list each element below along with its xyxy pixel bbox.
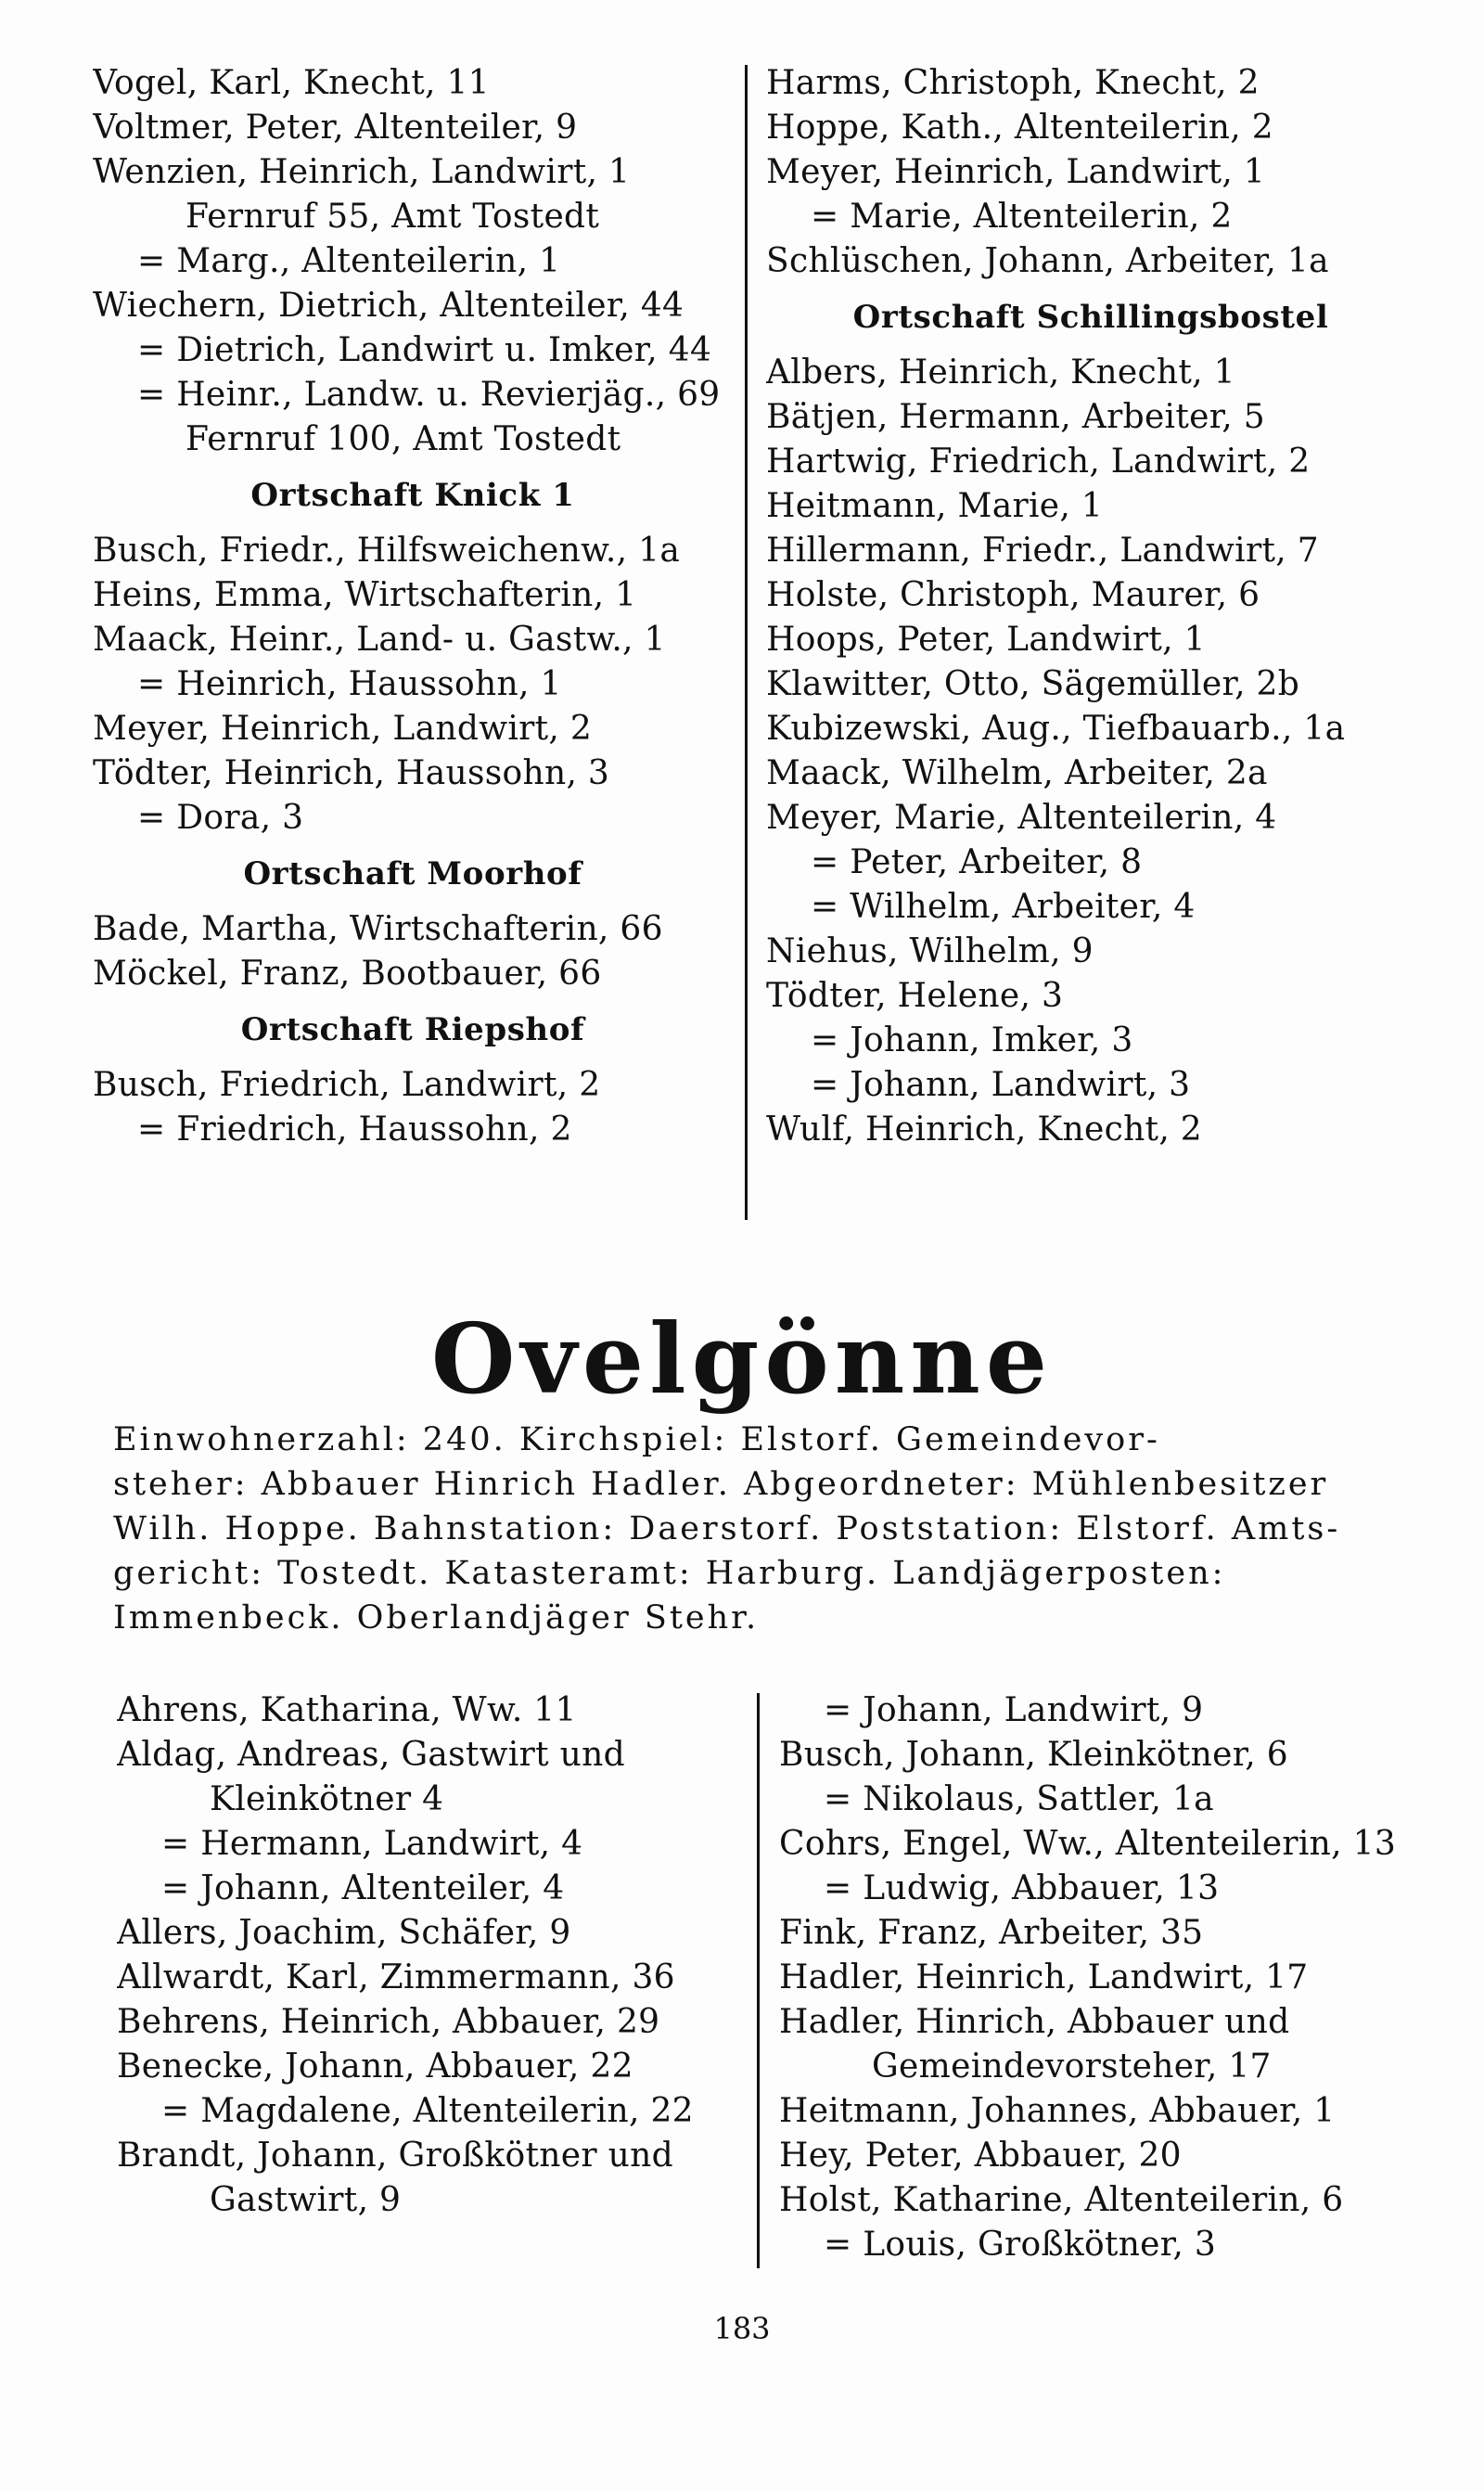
entry-line: Holste, Christoph, Maurer, 6 [766,576,1260,614]
entry-line: Hadler, Hinrich, Abbauer und [779,2003,1290,2041]
entry-line: Meyer, Marie, Altenteilerin, 4 [766,799,1277,837]
entry-line: Tödter, Helene, 3 [766,977,1064,1015]
sub-entry-line: = Nikolaus, Sattler, 1a [824,1780,1214,1818]
entry-line: Vogel, Karl, Knecht, 11 [93,64,490,102]
continuation-line: Gemeindevorsteher, 17 [872,2047,1272,2086]
place-intro [113,1418,1412,1640]
sub-entry-line: = Louis, Großkötner, 3 [824,2226,1217,2264]
entry-line: Albers, Heinrich, Knecht, 1 [766,353,1235,391]
entry-line: Heitmann, Johannes, Abbauer, 1 [779,2092,1336,2130]
entry-line: Hillermann, Friedr., Landwirt, 7 [766,532,1319,570]
entry-line: Voltmer, Peter, Altenteiler, 9 [93,109,578,147]
entry-line: Wenzien, Heinrich, Landwirt, 1 [93,153,631,191]
entry-line: Wulf, Heinrich, Knecht, 2 [766,1110,1203,1149]
top-left-column [93,61,733,1152]
entry-line: Hadler, Heinrich, Landwirt, 17 [779,1958,1309,1996]
bottom-column-divider [757,1693,760,2268]
sub-entry-line: = Hermann, Landwirt, 4 [161,1825,583,1863]
sub-entry-line: = Johann, Landwirt, 3 [811,1066,1191,1104]
entry-line: Hartwig, Friedrich, Landwirt, 2 [766,443,1311,481]
entry-line: Wiechern, Dietrich, Altenteiler, 44 [93,287,684,325]
entry-line: Maack, Wilhelm, Arbeiter, 2a [766,754,1268,792]
top-column-divider [745,65,748,1220]
sub-entry-line: = Ludwig, Abbauer, 13 [824,1869,1220,1907]
sub-entry-line: = Friedrich, Haussohn, 2 [137,1110,572,1149]
continuation-line: Gastwirt, 9 [210,2181,402,2219]
sub-entry-line: = Marie, Altenteilerin, 2 [811,198,1233,236]
page-number: 183 [713,2311,771,2346]
intro-line: Immenbeck. Oberlandjäger Stehr. [113,1599,760,1636]
bottom-right-column [779,1688,1428,2267]
intro-line: Einwohnerzahl: 240. Kirchspiel: Elstorf. Gemeindevor- [113,1421,1160,1458]
sub-entry-line: = Johann, Altenteiler, 4 [161,1869,565,1907]
entry-line: Brandt, Johann, Großkötner und [117,2137,673,2175]
continuation-line: Fernruf 100, Amt Tostedt [186,420,621,458]
entry-line: Maack, Heinr., Land- u. Gastw., 1 [93,621,666,659]
entry-line: Allers, Joachim, Schäfer, 9 [117,1914,571,1952]
continuation-line: Fernruf 55, Amt Tostedt [186,198,600,236]
entry-line: Bätjen, Hermann, Arbeiter, 5 [766,398,1265,436]
intro-line: steher: Abbauer Hinrich Hadler. Abgeordneter: Mühlenbesitzer [113,1466,1329,1503]
entry-line: Benecke, Johann, Abbauer, 22 [117,2047,633,2086]
entry-line: Behrens, Heinrich, Abbauer, 29 [117,2003,660,2041]
entry-line: Busch, Friedrich, Landwirt, 2 [93,1066,601,1104]
sub-entry-line: = Heinrich, Haussohn, 1 [137,665,562,703]
sub-entry-line: = Dietrich, Landwirt u. Imker, 44 [137,331,712,369]
sub-entry-line: = Marg., Altenteilerin, 1 [137,242,561,280]
entry-line: Ahrens, Katharina, Ww. 11 [117,1691,577,1729]
sub-entry-line: = Dora, 3 [137,799,304,837]
place-title: Ovelgönne [430,1302,1054,1416]
entry-line: Niehus, Wilhelm, 9 [766,932,1094,970]
entry-line: Aldag, Andreas, Gastwirt und [117,1736,625,1774]
entry-line: Heitmann, Marie, 1 [766,487,1104,525]
sub-entry-line: = Johann, Landwirt, 9 [824,1691,1204,1729]
section-heading: Ortschaft Schillingsbostel [852,299,1329,336]
section-heading: Ortschaft Riepshof [240,1011,585,1048]
sub-entry-line: = Magdalene, Altenteilerin, 22 [161,2092,694,2130]
entry-line: Schlüschen, Johann, Arbeiter, 1a [766,242,1329,280]
bottom-left-column [117,1688,748,2223]
entry-line: Bade, Martha, Wirtschafterin, 66 [93,910,663,948]
entry-line: Tödter, Heinrich, Haussohn, 3 [93,754,610,792]
sub-entry-line: = Wilhelm, Arbeiter, 4 [811,888,1196,926]
section-heading: Ortschaft Moorhof [243,855,582,892]
entry-line: Hoops, Peter, Landwirt, 1 [766,621,1206,659]
entry-line: Harms, Christoph, Knecht, 2 [766,64,1260,102]
entry-line: Meyer, Heinrich, Landwirt, 1 [766,153,1266,191]
entry-line: Heins, Emma, Wirtschafterin, 1 [93,576,637,614]
top-right-column [766,61,1415,1152]
entry-line: Fink, Franz, Arbeiter, 35 [779,1914,1204,1952]
entry-line: Klawitter, Otto, Sägemüller, 2b [766,665,1300,703]
entry-line: Kubizewski, Aug., Tiefbauarb., 1a [766,710,1346,748]
sub-entry-line: = Heinr., Landw. u. Revierjäg., 69 [137,376,721,414]
entry-line: Meyer, Heinrich, Landwirt, 2 [93,710,593,748]
intro-line: gericht: Tostedt. Katasteramt: Harburg. Landjägerposten: [113,1555,1226,1592]
entry-line: Möckel, Franz, Bootbauer, 66 [93,955,602,993]
entry-line: Hoppe, Kath., Altenteilerin, 2 [766,109,1273,147]
intro-line: Wilh. Hoppe. Bahnstation: Daerstorf. Poststation: Elstorf. Amts- [113,1510,1341,1547]
section-heading: Ortschaft Knick 1 [250,477,575,514]
entry-line: Allwardt, Karl, Zimmermann, 36 [117,1958,675,1996]
sub-entry-line: = Johann, Imker, 3 [811,1021,1133,1059]
entry-line: Busch, Johann, Kleinkötner, 6 [779,1736,1288,1774]
entry-line: Cohrs, Engel, Ww., Altenteilerin, 13 [779,1825,1397,1863]
entry-line: Holst, Katharine, Altenteilerin, 6 [779,2181,1344,2219]
sub-entry-line: = Peter, Arbeiter, 8 [811,843,1143,881]
continuation-line: Kleinkötner 4 [210,1780,444,1818]
entry-line: Busch, Friedr., Hilfsweichenw., 1a [93,532,681,570]
entry-line: Hey, Peter, Abbauer, 20 [779,2137,1182,2175]
